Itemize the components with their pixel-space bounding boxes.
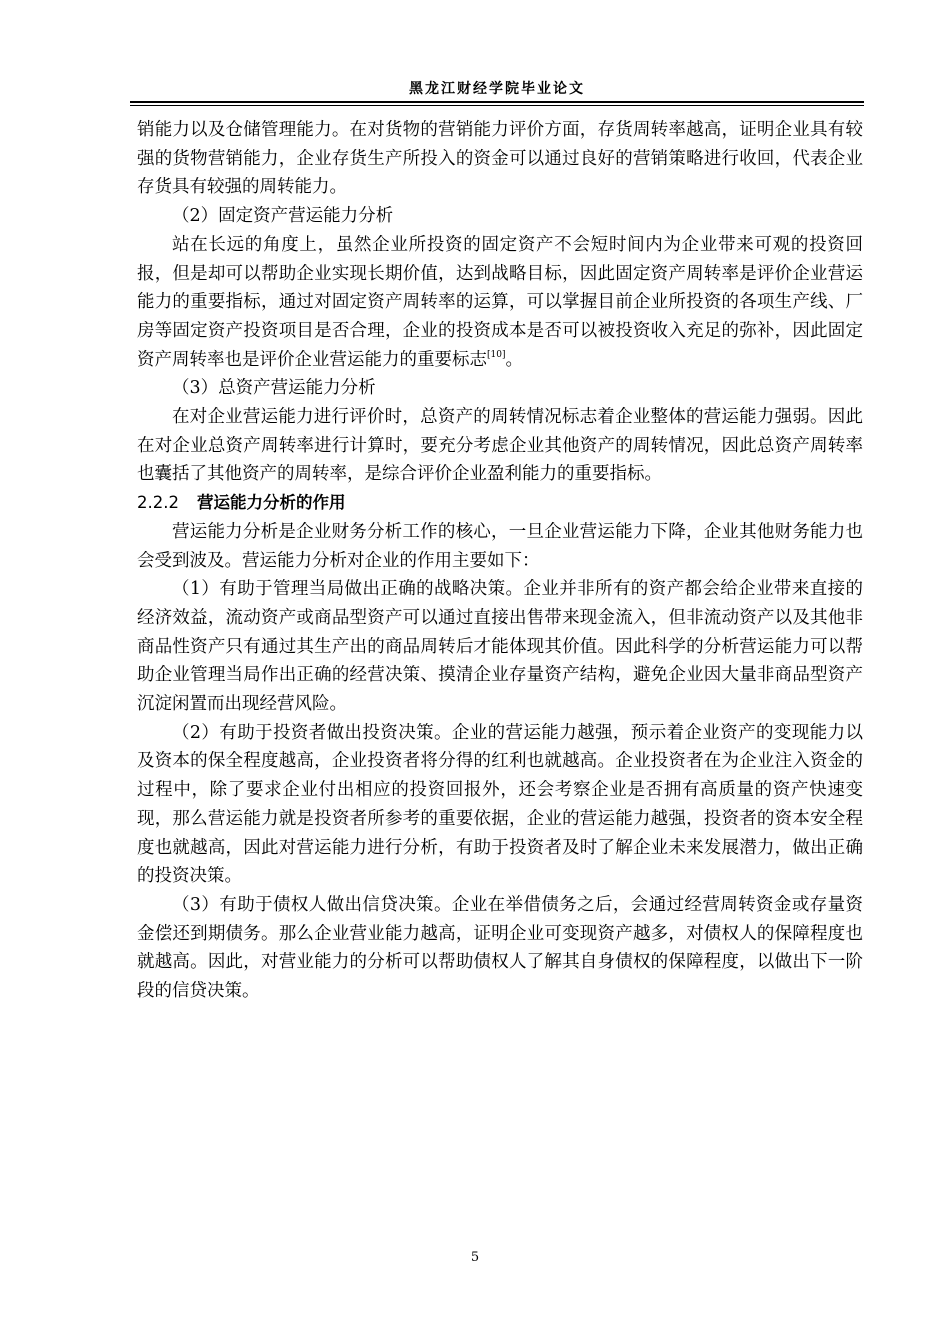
section-title: 营运能力分析的作用 [196,493,346,513]
subsection-heading: （3）总资产营运能力分析 [172,378,376,399]
paragraph: （2）有助于投资者做出投资决策。企业的营运能力越强，预示着企业资产的变现能力以及资本的保全程度越高，企业投资者将分得的红利也就越高。企业投资者在为企业注入资金的过程中，除了要求企业付出相应的投资回报外，还会考察企业是否拥有高质量的资产快速变现，那么营运能力就是投资者所参考的重要依据，企业的营运能力越强，投资者的资本安全程度也就越高，因此对营运能力进行分析，有助于投资者及时了解企业未来发展潜力，做出正确的投资决策。 [137,722,863,887]
paragraph: （3）有助于债权人做出信贷决策。企业在举借债务之后，会通过经营周转资金或存量资金偿还到期债务。那么企业营业能力越高，证明企业可变现资产越多，对债权人的保障程度也就越高。因此，对营业能力的分析可以帮助债权人了解其自身债权的保障程度，以做出下一阶段的信贷决策。 [137,894,863,1002]
header-rule-thick [130,101,864,103]
paragraph: 在对企业营运能力进行评价时，总资产的周转情况标志着企业整体的营运能力强弱。因此在对企业总资产周转率进行计算时，要充分考虑企业其他资产的周转情况，因此总资产周转率也囊括了其他资产的周转率，是综合评价企业盈利能力的重要指标。 [137,407,863,485]
paragraph: （1）有助于管理当局做出正确的战略决策。企业并非所有的资产都会给企业带来直接的经济效益，流动资产或商品型资产可以通过直接出售带来现金流入，但非流动资产以及其他非商品性资产只有通过其生产出的商品周转后才能体现其价值。因此科学的分析营运能力可以帮助企业管理当局作出正确的经营决策、摸清企业存量资产结构，避免企业因大量非商品型资产沉淀闲置而出现经营风险。 [137,579,863,715]
subsection-heading: （2）固定资产营运能力分析 [172,206,394,227]
citation-marker: [10] [487,349,506,360]
section-heading [137,489,863,518]
section-number: 2.2.2 [137,493,179,513]
paragraph-end: 。 [505,349,523,370]
page-number: 5 [470,1250,480,1265]
paragraph [137,231,863,375]
paragraph: 销能力以及仓储管理能力。在对货物的营销能力评价方面，存货周转率越高，证明企业具有较强的货物营销能力，企业存货生产所投入的资金可以通过良好的营销策略进行收回，代表企业存货具有较强的周转能力。 [137,120,863,198]
paragraph: 营运能力分析是企业财务分析工作的核心，一旦企业营运能力下降，企业其他财务能力也会受到波及。营运能力分析对企业的作用主要如下： [137,521,863,571]
running-header: 黑龙江财经学院毕业论文 [409,81,585,97]
header-rule-thin [130,105,864,106]
paragraph-text: 站在长远的角度上，虽然企业所投资的固定资产不会短时间内为企业带来可观的投资回报，但是却可以帮助企业实现长期价值，达到战略目标，因此固定资产周转率是评价企业营运能力的重要指标，通过对固定资产周转率的运算，可以掌握目前企业所投资的各项生产线、厂房等固定资产投资项目是否合理，企业的投资成本是否可以被投资收入充足的弥补，因此固定资产周转率也是评价企业营运能力的重要标志 [137,234,863,370]
page-body [137,116,863,1006]
